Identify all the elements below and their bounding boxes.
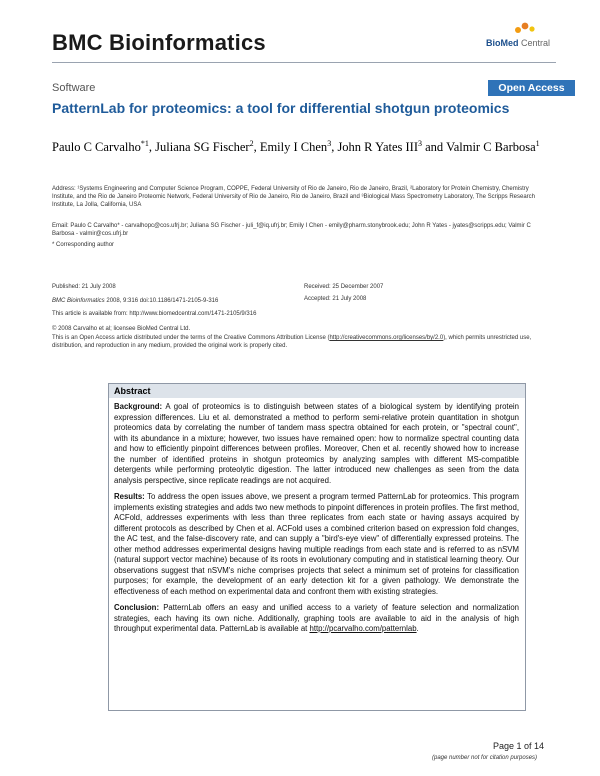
author-name: Paulo C Carvalho (52, 140, 141, 155)
abstract-box (108, 383, 526, 711)
conclusion-text: PatternLab offers an easy and unified access to a variety of feature selection and normalization strategies, each having its own niche. Additionally, graphing tools are available to aid in the analysis of high throughput experimental data. PatternLab is available at (114, 603, 519, 633)
author-emails: Email: Paulo C Carvalho* - carvalhopc@cos.ufrj.br; Juliana SG Fischer - juli_f@iq.ufrj.br; Emily I Chen - emily@pharm.stonybrook.edu; John R Yates - jyates@scripps.edu; Valmir C Barbosa - valmir@cos.ufrj.br (52, 223, 531, 237)
header-rule (52, 62, 556, 63)
publisher-name-light: Central (518, 38, 551, 48)
abstract-body (114, 402, 519, 641)
background-label: Background: (114, 402, 163, 411)
article-title: PatternLab for proteomics: a tool for differential shotgun proteomics (52, 100, 510, 116)
publisher-name (486, 38, 550, 48)
author-affiliation: 3 (418, 139, 422, 148)
license-text-pre: This is an Open Access article distributed under the terms of the Creative Commons Attribution License ( (52, 335, 330, 341)
patternlab-link[interactable]: http://pcarvalho.com/patternlab (309, 624, 417, 633)
license-text-post: ), which permits unrestricted use, distribution, and reproduction in any medium, provided the original work is properly cited. (52, 335, 532, 349)
accepted-date: Accepted: 21 July 2008 (304, 296, 367, 302)
author-name: Valmir C Barbosa (446, 140, 536, 155)
publisher-name-bold: BioMed (486, 38, 519, 48)
published-date: Published: 21 July 2008 (52, 284, 116, 290)
received-date: Received: 25 December 2007 (304, 284, 384, 290)
journal-name: BMC Bioinformatics (52, 30, 266, 55)
abstract-background (114, 402, 519, 486)
abstract-results (114, 492, 519, 597)
article-url: This article is available from: http://www.biomedcentral.com/1471-2105/9/316 (52, 311, 257, 317)
license-link[interactable]: http://creativecommons.org/licenses/by/2.0 (329, 335, 444, 341)
author-name: Juliana SG Fischer (155, 140, 250, 155)
conclusion-end: . (416, 624, 419, 633)
author-affiliation: 1 (535, 139, 540, 148)
results-label: Results: (114, 492, 145, 501)
author-affiliation: 3 (327, 139, 332, 148)
citation-details: 2008, 9:316 doi:10.1186/1471-2105-9-316 (104, 298, 219, 304)
page-number-note: (page number not for citation purposes) (432, 755, 538, 761)
abstract-heading: Abstract (109, 384, 525, 398)
license-statement (52, 334, 548, 350)
corresponding-author-note: * Corresponding author (52, 242, 115, 248)
citation (52, 297, 218, 305)
author-name: Emily I Chen (259, 140, 328, 155)
author-addresses: Address: ¹Systems Engineering and Computer Science Program, COPPE, Federal University of Rio de Janeiro, Rio de Janeiro, Brazil, ²Laboratory for Protein Chemistry, Chemistry Institute, and the Rio de Janeiro Proteomic Network, Federal University of Rio de Janeiro, Rio de Janeiro, Brazil and ³Biological Mass Spectrometry Laboratory, The Scripps Research Institute, La Jolla, California, USA (52, 186, 535, 208)
conclusion-label: Conclusion: (114, 603, 160, 612)
copyright: © 2008 Carvalho et al; licensee BioMed Central Ltd. (52, 326, 191, 332)
biomed-central-logo (486, 20, 556, 58)
results-text: To address the open issues above, we present a program termed PatternLab for proteomics. This program implements existing strategies and adds two new methods to pinpoint differences in protein profiles. The first method, ACFold, addresses experiments with less than three replicates from each state or having assays acquired by different protocols as described by Chen et al. ACFold uses a combined criterion based on expression fold changes, the AC test, and the false-discovery rate, and can supply a "bird's-eye view" of differentially expressed proteins. The other method addresses experimental designs having multiple readings from each state and is referred to as nSVM (natural support vector machine) because of its roots in evolutionary computing and in statistical learning theory. Our observations suggest that nSVM's niche comprises projects that select a minimum set of proteins for classification purposes; for example, the development of an early detection kit for a given pathology. We demonstrate the effectiveness of each method on experimental data and confront them with existing strategies. (114, 492, 519, 596)
author-affiliation: 2 (249, 139, 254, 148)
page-number: Page 1 of 14 (493, 741, 545, 751)
author-list: Paulo C Carvalho$^{*1}$, Juliana SG Fischer$^2$, Emily I Chen$^3$, John R Yates III$^3$ and Valmir C Barbosa$^1$ (52, 139, 540, 155)
open-access-badge: Open Access (488, 80, 575, 96)
abstract-conclusion (114, 603, 519, 635)
author-name: John R Yates III (337, 140, 418, 155)
biomed-central-dots-icon (514, 20, 536, 34)
author-affiliation: *1 (140, 139, 149, 148)
citation-journal: BMC Bioinformatics (52, 298, 105, 304)
article-section: Software (52, 82, 96, 94)
background-text: A goal of proteomics is to distinguish between states of a biological system by identifying protein expression differences. Liu et al. demonstrated a method to perform semi-relative protein quantitation in shotgun proteomics data by correlating the number of tandem mass spectra obtained for each protein, or "spectral count", with its abundance in a mixture; however, two issues have remained open: how to normalize spectral counting data and how to efficiently pinpoint differences between profiles. Moreover, Chen et al. recently showed how to increase the number of identified proteins in shotgun proteomics by analyzing samples with different MS-compatible detergents while performing proteolytic digestion. The latter introduced new challenges as seen from the data analysis perspective, since replicate readings are not acquired. (114, 402, 519, 485)
